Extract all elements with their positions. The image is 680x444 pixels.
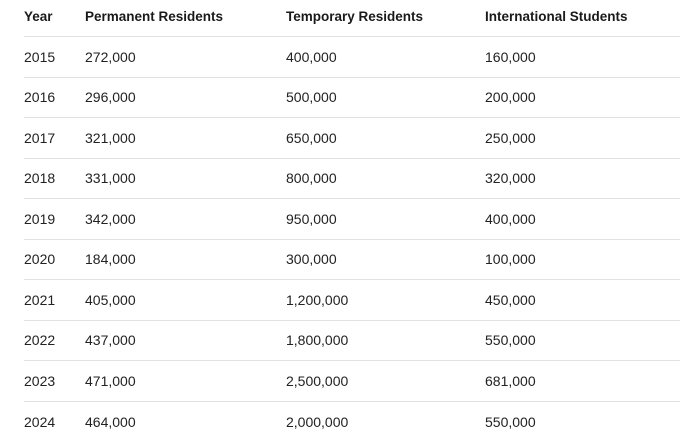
cell-temporary-residents: 650,000 xyxy=(286,129,337,146)
table-row xyxy=(24,159,680,200)
cell-permanent-residents: 331,000 xyxy=(85,170,136,187)
table-header xyxy=(24,0,680,37)
cell-permanent-residents: 296,000 xyxy=(85,89,136,106)
cell-year: 2022 xyxy=(24,332,56,349)
cell-year: 2024 xyxy=(24,413,56,430)
cell-year: 2023 xyxy=(24,372,56,389)
cell-permanent-residents: 321,000 xyxy=(85,129,136,146)
cell-year: 2020 xyxy=(24,251,56,268)
cell-international-students: 450,000 xyxy=(485,291,536,308)
column-header-year: Year xyxy=(24,9,53,24)
cell-international-students: 550,000 xyxy=(485,332,536,349)
cell-temporary-residents: 500,000 xyxy=(286,89,337,106)
column-header-international-students: International Students xyxy=(485,9,628,24)
cell-temporary-residents: 300,000 xyxy=(286,251,337,268)
table-row xyxy=(24,199,680,240)
cell-permanent-residents: 471,000 xyxy=(85,372,136,389)
cell-temporary-residents: 1,200,000 xyxy=(286,291,349,308)
cell-temporary-residents: 1,800,000 xyxy=(286,332,349,349)
cell-permanent-residents: 184,000 xyxy=(85,251,136,268)
cell-temporary-residents: 800,000 xyxy=(286,170,337,187)
column-header-permanent-residents: Permanent Residents xyxy=(85,9,224,24)
cell-temporary-residents: 2,000,000 xyxy=(286,413,349,430)
cell-international-students: 320,000 xyxy=(485,170,536,187)
table-row xyxy=(24,37,680,78)
table-row xyxy=(24,361,680,402)
cell-year: 2017 xyxy=(24,129,56,146)
column-header-temporary-residents: Temporary Residents xyxy=(286,9,424,24)
cell-international-students: 100,000 xyxy=(485,251,536,268)
table-body xyxy=(24,37,680,442)
table-row xyxy=(24,402,680,443)
cell-international-students: 200,000 xyxy=(485,89,536,106)
cell-permanent-residents: 272,000 xyxy=(85,48,136,65)
cell-international-students: 550,000 xyxy=(485,413,536,430)
immigration-table xyxy=(24,0,680,442)
cell-international-students: 160,000 xyxy=(485,48,536,65)
cell-temporary-residents: 400,000 xyxy=(286,48,337,65)
cell-year: 2021 xyxy=(24,291,56,308)
cell-permanent-residents: 342,000 xyxy=(85,210,136,227)
cell-temporary-residents: 950,000 xyxy=(286,210,337,227)
table-row xyxy=(24,321,680,362)
cell-international-students: 681,000 xyxy=(485,372,536,389)
cell-year: 2016 xyxy=(24,89,56,106)
table-row xyxy=(24,118,680,159)
cell-permanent-residents: 437,000 xyxy=(85,332,136,349)
table-row xyxy=(24,280,680,321)
cell-year: 2019 xyxy=(24,210,56,227)
cell-international-students: 250,000 xyxy=(485,129,536,146)
cell-permanent-residents: 464,000 xyxy=(85,413,136,430)
table-row xyxy=(24,78,680,119)
cell-year: 2015 xyxy=(24,48,56,65)
cell-year: 2018 xyxy=(24,170,56,187)
cell-international-students: 400,000 xyxy=(485,210,536,227)
cell-temporary-residents: 2,500,000 xyxy=(286,372,349,389)
table-row xyxy=(24,240,680,281)
cell-permanent-residents: 405,000 xyxy=(85,291,136,308)
